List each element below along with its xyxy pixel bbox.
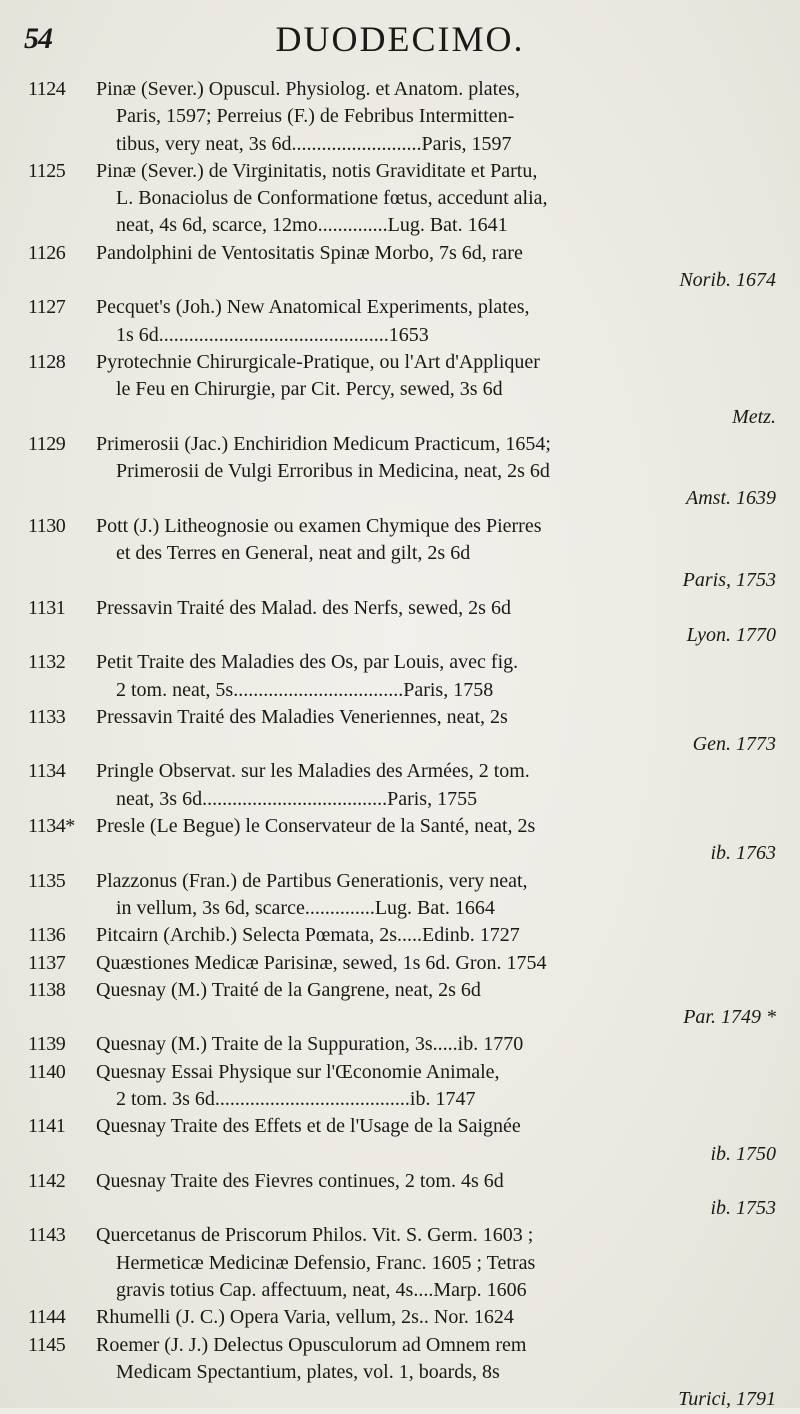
entry-imprint: Gen. 1773 bbox=[692, 733, 776, 756]
entry-line: Petit Traite des Maladies des Os, par Louis, avec fig. bbox=[96, 651, 519, 674]
lot-number: 1131 bbox=[28, 596, 66, 619]
entry-line: Pott (J.) Litheognosie ou examen Chymique des Pierres bbox=[96, 514, 542, 537]
entry-line: Plazzonus (Fran.) de Partibus Generationis, very neat, bbox=[96, 869, 528, 892]
catalogue-entry bbox=[0, 977, 800, 1032]
catalogue-entry bbox=[0, 704, 800, 759]
entry-imprint: Paris, 1753 bbox=[682, 569, 776, 592]
entry-imprint: Lyon. 1770 bbox=[686, 623, 776, 646]
entry-line: Primerosii (Jac.) Enchiridion Medicum Practicum, 1654; bbox=[96, 432, 551, 455]
catalogue-entry bbox=[0, 1304, 800, 1331]
lot-number: 1130 bbox=[28, 514, 66, 537]
entry-line: Quercetanus de Priscorum Philos. Vit. S. Germ. 1603 ; bbox=[96, 1224, 534, 1247]
entry-line: Quesnay (M.) Traité de la Gangrene, neat, 2s 6d bbox=[96, 978, 481, 1001]
entry-line: L. Bonaciolus de Conformatione fœtus, accedunt alia, bbox=[116, 187, 548, 210]
lot-number: 1145 bbox=[28, 1333, 66, 1356]
catalogue-entry bbox=[0, 349, 800, 431]
entry-line: Pandolphini de Ventositatis Spinæ Morbo, 7s 6d, rare bbox=[96, 241, 523, 264]
entry-line: Quesnay Essai Physique sur l'Œconomie Animale, bbox=[96, 1060, 500, 1083]
lot-number: 1134* bbox=[28, 815, 75, 838]
lot-number: 1142 bbox=[28, 1169, 66, 1192]
entry-line: Pinæ (Sever.) de Virginitatis, notis Graviditate et Partu, bbox=[96, 159, 538, 182]
entry-line: gravis totius Cap. affectuum, neat, 4s....Marp. 1606 bbox=[116, 1279, 527, 1302]
running-head: DUODECIMO. bbox=[275, 19, 525, 59]
lot-number: 1137 bbox=[28, 951, 66, 974]
catalogue-entry bbox=[0, 868, 800, 923]
catalogue-entry bbox=[0, 1113, 800, 1168]
catalogue-entry bbox=[0, 1059, 800, 1114]
lot-number: 1124 bbox=[28, 78, 66, 100]
catalogue-entry bbox=[0, 240, 800, 295]
lot-number: 1134 bbox=[28, 760, 66, 783]
entry-line: Pressavin Traité des Maladies Veneriennes, neat, 2s bbox=[96, 705, 508, 728]
entry-line: Hermeticæ Medicinæ Defensio, Franc. 1605 ; Tetras bbox=[116, 1251, 536, 1274]
entry-line: Rhumelli (J. C.) Opera Varia, vellum, 2s.. Nor. 1624 bbox=[96, 1306, 514, 1329]
entry-imprint: Norib. 1674 bbox=[679, 269, 776, 292]
lot-number: 1125 bbox=[28, 159, 66, 182]
entry-line: 2 tom. 3s 6d.......................................ib. 1747 bbox=[116, 1087, 476, 1110]
entry-line: 2 tom. neat, 5s..................................Paris, 1758 bbox=[116, 678, 494, 701]
entry-line: Pecquet's (Joh.) New Anatomical Experiments, plates, bbox=[96, 296, 530, 319]
entry-line: neat, 4s 6d, scarce, 12mo..............Lug. Bat. 1641 bbox=[116, 214, 508, 237]
lot-number: 1138 bbox=[28, 978, 66, 1001]
catalogue-entry bbox=[0, 294, 800, 349]
entry-imprint: Turici, 1791 bbox=[678, 1388, 776, 1411]
lot-number: 1143 bbox=[28, 1224, 66, 1247]
lot-number: 1141 bbox=[28, 1115, 66, 1138]
lot-number: 1132 bbox=[28, 651, 66, 674]
entry-line: le Feu en Chirurgie, par Cit. Percy, sewed, 3s 6d bbox=[116, 378, 503, 401]
entry-line: Pringle Observat. sur les Maladies des Armées, 2 tom. bbox=[96, 760, 530, 783]
entry-line: Quesnay Traite des Effets et de l'Usage de la Saignée bbox=[96, 1115, 521, 1138]
entry-imprint: ib. 1753 bbox=[710, 1197, 776, 1220]
catalogue-entry bbox=[0, 922, 800, 949]
catalogue-entries bbox=[0, 76, 800, 1414]
entry-line: Roemer (J. J.) Delectus Opusculorum ad Omnem rem bbox=[96, 1333, 527, 1356]
catalogue-entry bbox=[0, 813, 800, 868]
lot-number: 1135 bbox=[28, 869, 66, 892]
catalogue-entry bbox=[0, 950, 800, 977]
catalogue-entry bbox=[0, 1222, 800, 1304]
lot-number: 1133 bbox=[28, 705, 66, 728]
entry-line: neat, 3s 6d.....................................Paris, 1755 bbox=[116, 787, 478, 810]
entry-imprint: ib. 1750 bbox=[710, 1142, 776, 1165]
catalogue-entry bbox=[0, 158, 800, 240]
entry-imprint: Amst. 1639 bbox=[686, 487, 776, 510]
entry-line: 1s 6d..............................................1653 bbox=[116, 323, 429, 346]
lot-number: 1129 bbox=[28, 432, 66, 455]
catalogue-entry bbox=[0, 1031, 800, 1058]
catalogue-entry bbox=[0, 649, 800, 704]
catalogue-entry bbox=[0, 513, 800, 595]
entry-line: Pressavin Traité des Malad. des Nerfs, sewed, 2s 6d bbox=[96, 596, 511, 619]
page-number: 54 bbox=[24, 22, 52, 55]
entry-line: Quesnay Traite des Fievres continues, 2 tom. 4s 6d bbox=[96, 1169, 504, 1192]
entry-imprint: ib. 1763 bbox=[710, 842, 776, 865]
catalogue-entry bbox=[0, 1168, 800, 1223]
lot-number: 1140 bbox=[28, 1060, 66, 1083]
entry-line: Quesnay (M.) Traite de la Suppuration, 3s.....ib. 1770 bbox=[96, 1033, 524, 1056]
entry-imprint: Par. 1749 * bbox=[683, 1006, 776, 1029]
entry-imprint: Metz. bbox=[732, 405, 776, 428]
catalogue-entry bbox=[0, 595, 800, 650]
lot-number: 1136 bbox=[28, 924, 66, 947]
entry-line: Paris, 1597; Perreius (F.) de Febribus Intermitten- bbox=[116, 105, 515, 128]
entry-line: Pinæ (Sever.) Opuscul. Physiolog. et Anatom. plates, bbox=[96, 78, 520, 100]
catalogue-entry bbox=[0, 758, 800, 813]
entry-line: Presle (Le Begue) le Conservateur de la Santé, neat, 2s bbox=[96, 815, 536, 838]
entry-line: Pyrotechnie Chirurgicale-Pratique, ou l'Art d'Appliquer bbox=[96, 350, 540, 373]
lot-number: 1127 bbox=[28, 296, 66, 319]
entry-line: et des Terres en General, neat and gilt, 2s 6d bbox=[116, 542, 471, 565]
entry-line: Pitcairn (Archib.) Selecta Pœmata, 2s.....Edinb. 1727 bbox=[96, 924, 520, 947]
catalogue-entry bbox=[0, 431, 800, 513]
entry-line: Primerosii de Vulgi Erroribus in Medicina, neat, 2s 6d bbox=[116, 460, 550, 483]
entry-line: Quæstiones Medicæ Parisinæ, sewed, 1s 6d. Gron. 1754 bbox=[96, 951, 547, 974]
catalogue-entry bbox=[0, 1332, 800, 1414]
entry-line: tibus, very neat, 3s 6d..........................Paris, 1597 bbox=[116, 132, 512, 155]
entry-line: in vellum, 3s 6d, scarce..............Lug. Bat. 1664 bbox=[116, 896, 495, 919]
catalogue-entry bbox=[0, 76, 800, 158]
lot-number: 1126 bbox=[28, 241, 66, 264]
lot-number: 1144 bbox=[28, 1306, 66, 1329]
lot-number: 1128 bbox=[28, 350, 66, 373]
page-header bbox=[0, 14, 800, 64]
entry-line: Medicam Spectantium, plates, vol. 1, boards, 8s bbox=[116, 1360, 500, 1383]
lot-number: 1139 bbox=[28, 1033, 66, 1056]
